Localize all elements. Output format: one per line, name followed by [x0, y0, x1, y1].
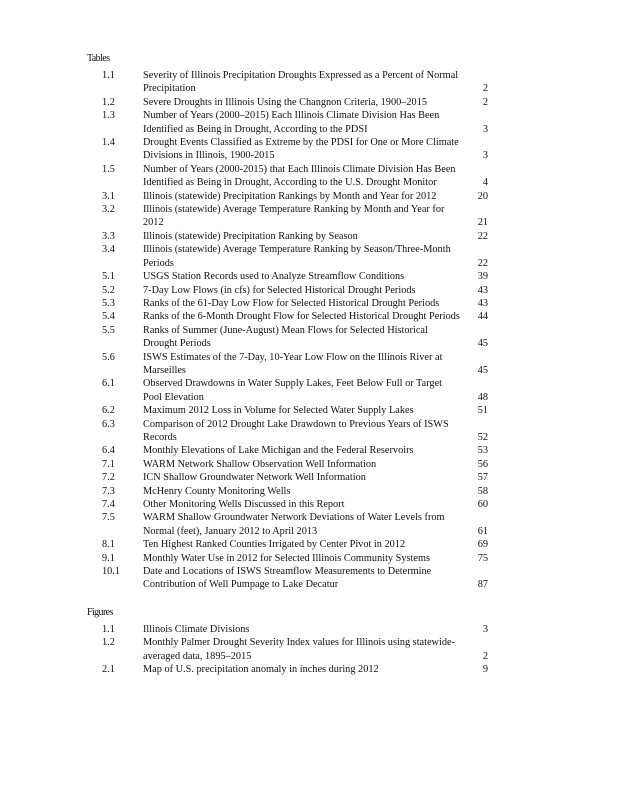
entry-page-number: 57 [477, 472, 488, 484]
entry-page-number: 52 [477, 431, 488, 443]
table-entry [0, 230, 618, 243]
entry-title: WARM Shallow Groundwater Network Deviations of Water Levels from Normal (feet), January 2012 to April 2013 [143, 512, 445, 537]
entry-number: 7.1 [102, 458, 115, 470]
entry-number: 5.3 [102, 297, 115, 309]
entry-page-number: 4 [482, 177, 488, 189]
table-entry [0, 203, 618, 230]
entry-title: USGS Station Records used to Analyze Streamflow Conditions [143, 271, 405, 283]
table-entry [0, 552, 618, 565]
entry-title: Illinois Climate Divisions [143, 624, 250, 635]
entry-page-number: 21 [477, 217, 488, 229]
entry-number: 6.1 [102, 378, 115, 390]
entry-number: 3.3 [102, 230, 115, 242]
entry-title: Illinois (statewide) Precipitation Rankings by Month and Year for 2012 [143, 190, 437, 202]
tables-heading: Tables [87, 53, 110, 64]
entry-number: 5.4 [102, 311, 115, 323]
entry-page-number: 3 [482, 624, 488, 635]
entry-title: Comparison of 2012 Drought Lake Drawdown to Previous Years of ISWS Records [143, 418, 449, 443]
entry-number: 3.4 [102, 244, 115, 256]
table-entry [0, 243, 618, 270]
table-entry [0, 444, 618, 457]
entry-title: Illinois (statewide) Average Temperature Ranking by Month and Year for 2012 [143, 204, 445, 229]
figures-heading: Figures [87, 607, 113, 618]
entry-number: 7.3 [102, 485, 115, 497]
table-entry [0, 270, 618, 283]
table-entry [0, 284, 618, 297]
table-entry [0, 324, 618, 351]
entry-number: 1.1 [102, 624, 115, 635]
entry-number: 7.5 [102, 512, 115, 524]
entry-number: 1.4 [102, 137, 115, 149]
entry-page-number: 51 [477, 405, 488, 417]
entry-page-number: 43 [477, 297, 488, 309]
entry-title: Other Monitoring Wells Discussed in this Report [143, 499, 345, 510]
entry-page-number: 39 [477, 271, 488, 283]
entry-title: McHenry County Monitoring Wells [143, 485, 291, 497]
entry-title: Severity of Illinois Precipitation Droughts Expressed as a Percent of Normal Precipitation [143, 70, 459, 95]
table-entry [0, 190, 618, 203]
table-entry [0, 136, 618, 163]
table-entry [0, 297, 618, 310]
entry-page-number: 60 [477, 499, 488, 510]
entry-page-number: 22 [477, 257, 488, 269]
table-entry [0, 163, 618, 190]
entry-page-number: 2 [482, 650, 488, 662]
entry-title: Monthly Water Use in 2012 for Selected Illinois Community Systems [143, 552, 430, 564]
entry-page-number: 45 [477, 364, 488, 376]
entry-page-number: 58 [477, 485, 488, 497]
entry-title: Illinois (statewide) Precipitation Ranking by Season [143, 230, 358, 242]
table-entry [0, 418, 618, 445]
entry-number: 1.1 [102, 70, 115, 81]
entry-title: Map of U.S. precipitation anomaly in inches during 2012 [143, 664, 379, 676]
entry-number: 6.3 [102, 418, 115, 430]
figure-entry [0, 663, 618, 676]
entry-page-number: 3 [482, 150, 488, 162]
table-entry [0, 538, 618, 551]
entry-title: Ranks of the 61-Day Low Flow for Selected Historical Drought Periods [143, 297, 440, 309]
entry-number: 1.2 [102, 96, 115, 108]
entry-number: 1.5 [102, 163, 115, 175]
entry-title: Monthly Elevations of Lake Michigan and the Federal Reservoirs [143, 445, 414, 457]
entry-page-number: 48 [477, 391, 488, 403]
table-entry [0, 404, 618, 417]
entry-page-number: 87 [477, 579, 488, 591]
table-entry [0, 96, 618, 109]
entry-title: ISWS Estimates of the 7-Day, 10-Year Low Flow on the Illinois River at Marseilles [143, 351, 443, 376]
entry-page-number: 56 [477, 458, 488, 470]
entry-page-number: 3 [482, 123, 488, 135]
entry-page-number: 2 [482, 83, 488, 95]
table-entry [0, 377, 618, 404]
table-entry [0, 458, 618, 471]
tables-list [0, 69, 618, 592]
entry-number: 6.2 [102, 405, 115, 417]
entry-page-number: 53 [477, 445, 488, 457]
table-entry [0, 511, 618, 538]
entry-number: 5.1 [102, 271, 115, 283]
entry-page-number: 43 [477, 284, 488, 296]
entry-title: Severe Droughts in Illinois Using the Changnon Criteria, 1900–2015 [143, 96, 427, 108]
entry-title: Maximum 2012 Loss in Volume for Selected Water Supply Lakes [143, 405, 414, 417]
entry-page-number: 69 [477, 539, 488, 551]
entry-number: 1.2 [102, 637, 115, 649]
entry-page-number: 61 [477, 525, 488, 537]
entry-number: 8.1 [102, 539, 115, 551]
table-entry [0, 498, 618, 511]
entry-title: Ten Highest Ranked Counties Irrigated by Center Pivot in 2012 [143, 539, 406, 551]
entry-title: 7-Day Low Flows (in cfs) for Selected Historical Drought Periods [143, 284, 416, 296]
entry-title: WARM Network Shallow Observation Well Information [143, 458, 377, 470]
table-entry [0, 351, 618, 378]
table-entry [0, 69, 618, 96]
entry-page-number: 22 [477, 230, 488, 242]
entry-title: Date and Locations of ISWS Streamflow Measurements to Determine Contribution of Well Pumpage to Lake Decatur [143, 566, 432, 591]
entry-title: Drought Events Classified as Extreme by the PDSI for One or More Climate Divisions in Illinois, 1900-2015 [143, 137, 459, 162]
table-entry [0, 109, 618, 136]
entry-number: 6.4 [102, 445, 115, 457]
figure-entry [0, 636, 618, 663]
entry-number: 10.1 [102, 566, 121, 578]
entry-number: 9.1 [102, 552, 115, 564]
entry-page-number: 20 [477, 190, 488, 202]
entry-number: 5.5 [102, 324, 115, 336]
entry-number: 3.1 [102, 190, 115, 202]
entry-number: 3.2 [102, 204, 115, 216]
table-entry [0, 565, 618, 592]
entry-title: Number of Years (2000–2015) Each Illinois Climate Division Has Been Identified as Being in Drought, According to the PDSI [143, 110, 440, 135]
entry-page-number: 75 [477, 552, 488, 564]
entry-title: Ranks of Summer (June-August) Mean Flows for Selected Historical Drought Periods [143, 324, 428, 350]
table-entry [0, 485, 618, 498]
entry-title: Observed Drawdowns in Water Supply Lakes, Feet Below Full or Target Pool Elevation [143, 378, 443, 403]
figure-entry [0, 623, 618, 636]
entry-title: Ranks of the 6-Month Drought Flow for Selected Historical Drought Periods [143, 311, 460, 323]
entry-page-number: 44 [477, 311, 488, 323]
table-entry [0, 310, 618, 323]
table-entry [0, 471, 618, 484]
entry-number: 1.3 [102, 110, 115, 122]
figures-list [0, 623, 618, 677]
entry-number: 2.1 [102, 664, 115, 676]
entry-title: ICN Shallow Groundwater Network Well Information [143, 472, 366, 484]
entry-number: 5.6 [102, 351, 115, 363]
entry-number: 5.2 [102, 284, 115, 296]
entry-page-number: 9 [482, 664, 488, 676]
entry-title: Monthly Palmer Drought Severity Index values for Illinois using statewide-averaged data, 1895–2015 [143, 637, 455, 662]
entry-number: 7.2 [102, 472, 115, 484]
entry-title: Number of Years (2000-2015) that Each Illinois Climate Division Has Been Identified as Being in Drought, According to the U.S. Drought Monitor [143, 163, 456, 189]
entry-page-number: 2 [482, 96, 488, 108]
entry-page-number: 45 [477, 338, 488, 350]
entry-number: 7.4 [102, 499, 115, 510]
entry-title: Illinois (statewide) Average Temperature Ranking by Season/Three-Month Periods [143, 244, 451, 269]
